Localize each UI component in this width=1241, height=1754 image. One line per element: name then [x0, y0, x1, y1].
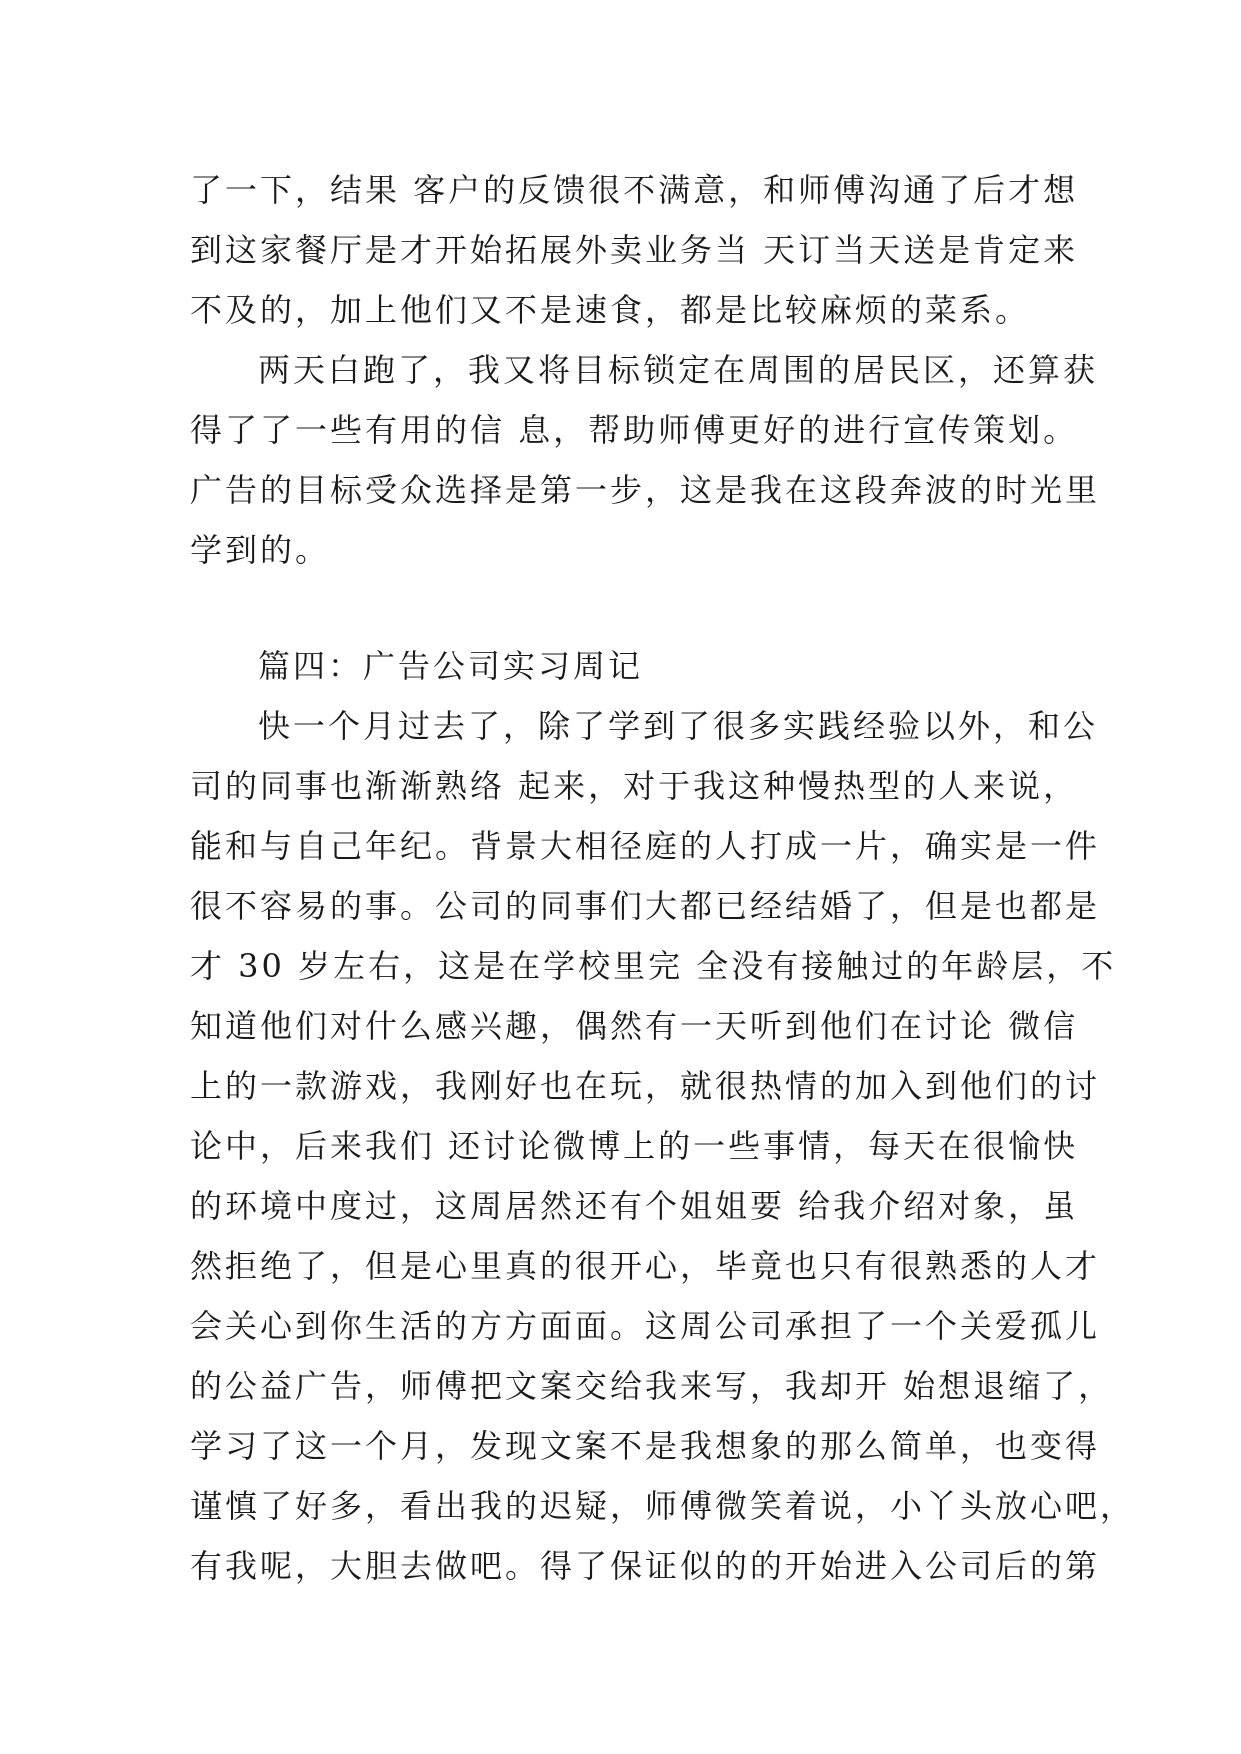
text-line: 了一下，结果 客户的反馈很不满意，和师傅沟通了后才想 [190, 171, 1079, 209]
text-line: 的环境中度过，这周居然还有个姐姐要 给我介绍对象，虽 [190, 1187, 1079, 1225]
text-line: 会关心到你生活的方方面面。这周公司承担了一个关爱孤儿 [190, 1307, 1101, 1345]
text-line: 两天白跑了，我又将目标锁定在周围的居民区，还算获 [258, 351, 1099, 389]
text-line: 不及的，加上他们又不是速食，都是比较麻烦的菜系。 [190, 291, 1031, 329]
text-line: 的公益广告，师傅把文案交给我来写，我却开 始想退缩了， [190, 1367, 1114, 1405]
text-line: 很不容易的事。公司的同事们大都已经结婚了，但是也都是 [190, 887, 1101, 925]
text-line: 才 30 岁左右，这是在学校里完 全没有接触过的年龄层，不 [190, 947, 1117, 985]
text-line: 学到的。 [190, 531, 331, 569]
text-line: 能和与自己年纪。背景大相径庭的人打成一片，确实是一件 [190, 827, 1101, 865]
text-line: 谨慎了好多，看出我的迟疑，师傅微笑着说，小丫头放心吧， [190, 1487, 1136, 1525]
text-line: 然拒绝了，但是心里真的很开心，毕竟也只有很熟悉的人才 [190, 1247, 1101, 1285]
paragraph-1 [190, 160, 1079, 340]
text-line: 司的同事也渐渐熟络 起来，对于我这种慢热型的人来说， [190, 767, 1079, 805]
text-line: 有我呢，大胆去做吧。得了保证似的的开始进入公司后的第 [190, 1547, 1101, 1585]
section-gap [190, 580, 1070, 636]
text-line: 学习了这一个月，发现文案不是我想象的那么简单，也变得 [190, 1427, 1101, 1465]
text-line: 得了了一些有用的信 息，帮助师傅更好的进行宣传策划。 [190, 411, 1079, 449]
text-line: 知道他们对什么感兴趣，偶然有一天听到他们在讨论 微信 [190, 1007, 1079, 1045]
paragraph-3 [190, 696, 1136, 1596]
text-line: 上的一款游戏，我刚好也在玩，就很热情的加入到他们的讨 [190, 1067, 1101, 1105]
text-line: 论中，后来我们 还讨论微博上的一些事情，每天在很愉快 [190, 1127, 1079, 1165]
paragraph-2 [190, 340, 1101, 580]
text-line: 快一个月过去了，除了学到了很多实践经验以外，和公 [258, 707, 1099, 745]
text-line: 到这家餐厅是才开始拓展外卖业务当 天订当天送是肯定来 [190, 231, 1079, 269]
text-line: 广告的目标受众选择是第一步，这是我在这段奔波的时光里 [190, 471, 1101, 509]
document-body [190, 160, 1136, 1596]
section-title: 篇四：广告公司实习周记 [258, 647, 644, 685]
